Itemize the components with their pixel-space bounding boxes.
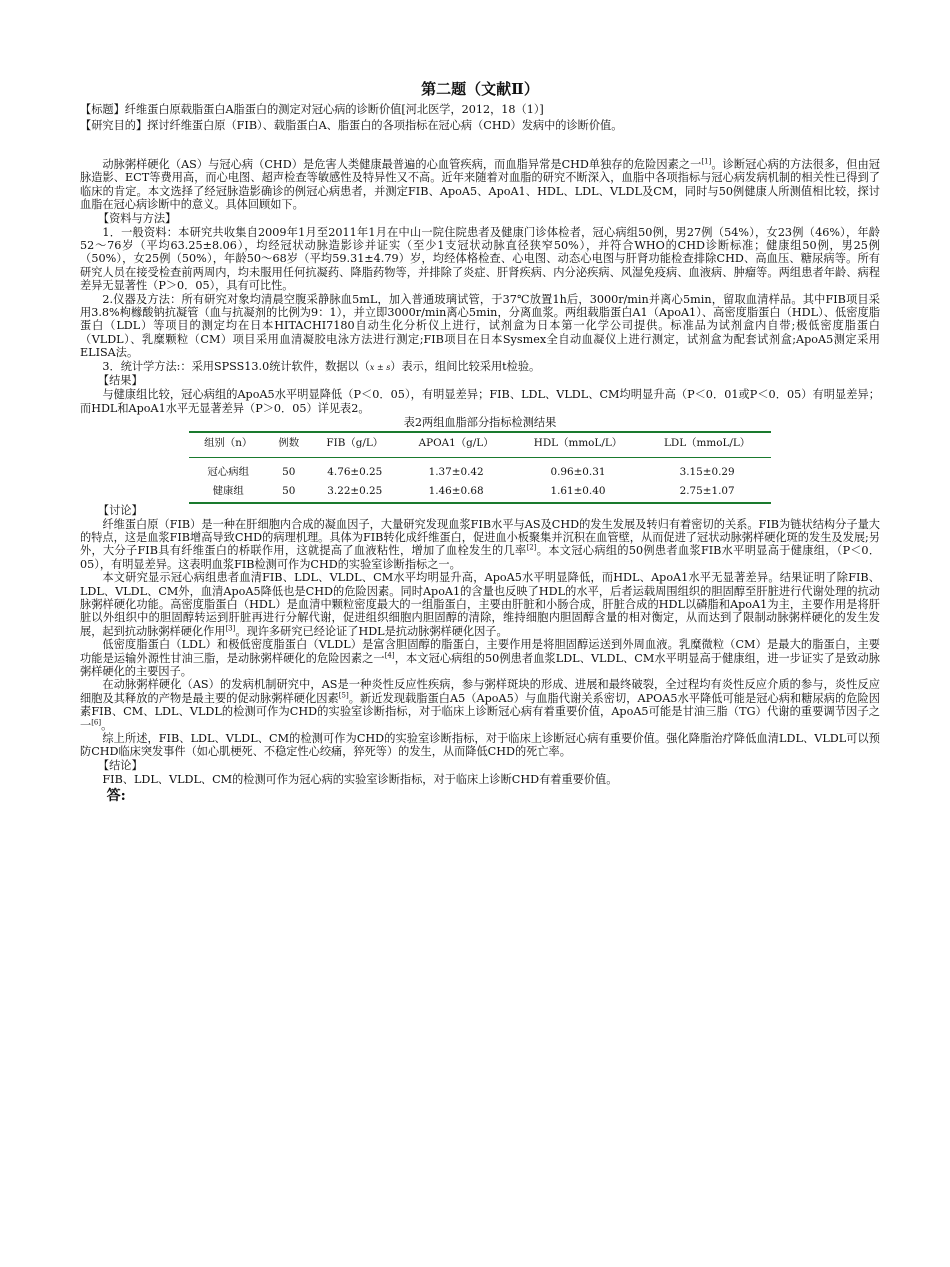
citation-ref: [5] <box>338 691 349 700</box>
materials-paragraph-1: 1．一般资料：本研究共收集自2009年1月至2011年1月在中山一院住院患者及健康门诊体检者，冠心病组50例，男27例（54%），女23例（46%），年龄52～76岁（平均63.25±8.06），均经冠状动脉造影诊并证实（至少1支冠状动脉直径狭窄50%），并符合WHO的CHD诊断标准；健康组50例，男25例（50%），女25例（50%），年龄50～68岁（平均59.31±4.79）岁，均经体格检查、心电图、动态心电图与肝肾功能检查排除CHD、高血压、糖尿病等。所有研究人员在接受检查前两周内，均未服用任何抗凝药、降脂药物等，并排除了炎症、肝肾疾病、内分泌疾病、风湿免疫病、血液病、肿瘤等。两组患者年龄、病程差异无显著性（P＞0．05），具有可比性。 <box>80 225 880 293</box>
intro-paragraph <box>80 158 880 212</box>
table-header-cell: HDL（mmoL/L） <box>533 437 623 450</box>
answer-label: 答: <box>106 788 126 805</box>
table-row <box>189 457 771 482</box>
discussion-paragraph-2 <box>80 571 880 638</box>
table-cell: 健康组 <box>212 485 244 498</box>
table-cell: 50 <box>282 485 296 498</box>
document-page <box>80 80 880 804</box>
table-cell: 1.46±0.68 <box>428 485 484 498</box>
results-paragraph: 与健康组比较，冠心病组的ApoA5水平明显降低（P＜0．05），有明显差异；FIB、LDL、VLDL、CM均明显升高（P＜0．01或P＜0．05）有明显差异；而HDL和ApoA1水平无显著差异（P＞0．05）详见表2。 <box>80 388 880 415</box>
table-header-cell: 组别（n） <box>204 437 253 450</box>
table-header-cell: LDL（mmoL/L） <box>664 437 751 450</box>
discussion-text-cont: 。新近发现载脂蛋白A5（ApoA5）与血脂代谢关系密切，APOA5水平降低可能是冠心病和糖尿病的危险因素FIB、CM、LDL、VLDL的检测可作为CHD的实验室诊断指标，对于临床上诊断冠心病有着重要价值，ApoA5可能是甘油三脂（TG）代谢的重要调节因子之一 <box>80 691 880 732</box>
meta-title-text: 纤维蛋白原载脂蛋白A脂蛋白的测定对冠心病的诊断价值[河北医学，2012，18（1）] <box>124 103 544 116</box>
table-cell: 冠心病组 <box>207 465 249 478</box>
mean-sd-symbol: x ± s <box>369 362 391 372</box>
table-cell: 3.15±0.29 <box>679 465 735 478</box>
meta-title-line <box>80 102 880 118</box>
intro-text-cont: 。诊断冠心病的方法很多，但由冠脉造影、ECT等费用高，而心电图、超声检查等敏感性及特异性又不高。近年来随着对血脂的研究不断深入，血脂中各项指标与冠心病发病机制的相关性已得到了临床的肯定。本文选择了经冠脉造影确诊的例冠心病患者，并测定FIB、ApoA5、ApoA1、HDL、LDL、VLDL及CM，同时与50例健康人所测值相比较，探讨血脂在冠心病诊断中的意义。具体回顾如下。 <box>80 158 880 212</box>
document-title: 第二题（文献Ⅱ） <box>421 80 539 98</box>
intro-text: 动脉粥样硬化（AS）与冠心病（CHD）是危害人类健康最普遍的心血管疾病，而血脂异常是CHD单独存的危险因素之一 <box>102 158 702 171</box>
discussion-text: 低密度脂蛋白（LDL）和极低密度脂蛋白（VLDL）是富含胆固醇的脂蛋白，主要作用是将胆固醇运送到外周血液。乳糜微粒（CM）是最大的脂蛋白，主要功能是运输外源性甘油三脂，是动脉粥样硬化的危险因素之一 <box>80 638 880 665</box>
meta-purpose-text: 探讨纤维蛋白原（FIB）、载脂蛋白A、脂蛋白的各项指标在冠心病（CHD）发病中的诊断价值。 <box>147 119 623 132</box>
table-cell: 2.75±1.07 <box>679 485 735 498</box>
table-header-cell: 例数 <box>278 437 300 450</box>
discussion-text-cont: 。本文冠心病组的50例患者血浆FIB水平明显高于健康组，（P＜0．05），有明显差异。这表明血浆FIB检测可作为CHD的实验室诊断指标之一。 <box>80 544 881 571</box>
discussion-text-end: 。 <box>101 718 113 732</box>
citation-ref: [2] <box>526 543 537 552</box>
table-cell: 1.37±0.42 <box>428 465 484 478</box>
discussion-paragraph-3 <box>80 638 880 678</box>
discussion-text-cont: ，本文冠心病组的50例患者血浆LDL、VLDL、CM水平明显高于健康组，进一步证实了是致动脉粥样硬化的主要因子。 <box>80 651 880 678</box>
meta-purpose-line <box>80 118 880 134</box>
table-header-cell: FIB（g/L） <box>326 437 384 450</box>
spacer <box>80 134 880 158</box>
discussion-text: 本文研究显示冠心病组患者血清FIB、LDL、VLDL、CM水平均明显升高，ApoA5水平明显降低，而HDL、ApoA1水平无显著差异。结果证明了除FIB、LDL、VLDL、CM外，血清ApoA5降低也是CHD的危险因素。同时ApoA1的含量也反映了HDL的水平，后者运载周围组织的胆固醇至肝脏进行代谢处理的抗动脉粥样硬化功能。高密度脂蛋白（HDL）是血清中颗粒密度最大的一组脂蛋白，主要由肝脏和小肠合成，肝脏合成的HDL以磷脂和ApoA1为主，主要作用是将肝脏以外组织中的胆固醇转运到肝脏再进行分解代谢，促进组织细胞内胆固醇的清除，维持细胞内胆固醇含量的相对衡定，从而达到了限制动脉粥样硬化的发生发展，起到抗动脉粥样硬化作用 <box>80 571 880 638</box>
results-table <box>189 431 771 503</box>
citation-ref: [1] <box>701 157 712 166</box>
table-caption: 表2两组血脂部分指标检测结果 <box>403 415 557 429</box>
section-head-discussion: 【讨论】 <box>97 503 143 517</box>
table-cell: 0.96±0.31 <box>550 465 606 478</box>
table-row <box>189 482 771 502</box>
discussion-text: 纤维蛋白原（FIB）是一种在肝细胞内合成的凝血因子，大量研究发现血浆FIB水平与AS及CHD的发生发展及转归有着密切的关系。FIB为链状结构分子量大的特点，这是血浆FIB增高导致CHD的病理机理。具体为FIB转化成纤维蛋白，促进血小板聚集并沉积在血管壁，从而促进了冠状动脉粥样硬化斑的发生及发展;另外，大分子FIB具有纤维蛋白的桥联作用，这就提高了血液粘性，增加了血栓发生的几率 <box>80 517 880 558</box>
section-head-results: 【结果】 <box>97 374 143 388</box>
table-cell: 4.76±0.25 <box>327 465 383 478</box>
conclusion-paragraph: FIB、LDL、VLDL、CM的检测可作为冠心病的实验室诊断指标，对于临床上诊断CHD有着重要价值。 <box>102 772 618 786</box>
citation-ref: [6] <box>91 717 102 726</box>
materials-paragraph-2: 2.仪器及方法：所有研究对象均清晨空腹采静脉血5mL，加入普通玻璃试管，于37℃放置1h后，3000r/min并离心5min，留取血清样品。其中FIB项目采用3.8%枸橼酸钠抗凝管（血与抗凝剂的比例为9：1），并立即3000r/min离心5min，分离血浆。两组载脂蛋白A1（ApoA1）、高密度脂蛋白（HDL）、低密度脂蛋白（LDL）等项目的测定均在日本HITACHI7180自动生化分析仪上进行，试剂盒为日本第一化学公司提供。标准品为试剂盒内自带;极低密度脂蛋白（VLDL）、乳糜颗粒（CM）项目采用血清凝胶电泳方法进行测定;FIB项目在日本Sysmex全自动血凝仪上进行测定，试剂盒为配套试剂盒;ApoA5测定采用ELISA法。 <box>80 292 880 360</box>
discussion-text: 在动脉粥样硬化（AS）的发病机制研究中，AS是一种炎性反应性疾病，参与粥样斑块的形成、进展和最终破裂，全过程均有炎性反应介质的参与，炎性反应细胞及其释放的产物是最主要的促动脉粥样硬化因素 <box>80 678 880 705</box>
stats-text-cont: ）表示，组间比较采用t检验。 <box>390 359 541 373</box>
discussion-paragraph-5: 综上所述，FIB、LDL、VLDL、CM的检测可作为CHD的实验室诊断指标，对于临床上诊断冠心病有重要价值。强化降脂治疗降低血清LDL、VLDL可以预防CHD临床突发事件（如心肌梗死、不稳定性心绞痛，猝死等）的发生，从而降低CHD的死亡率。 <box>80 732 880 759</box>
section-head-materials: 【资料与方法】 <box>97 211 177 225</box>
meta-title-label: 【标题】 <box>80 103 125 116</box>
table-cell: 1.61±0.40 <box>550 485 606 498</box>
discussion-paragraph-1 <box>80 518 880 572</box>
citation-ref: [4] <box>384 650 395 659</box>
citation-ref: [3] <box>225 624 236 633</box>
discussion-paragraph-4 <box>80 678 880 732</box>
stats-text: 3．统计学方法:：采用SPSS13.0统计软件，数据以（ <box>102 359 370 373</box>
discussion-text-cont: 。现许多研究已经论证了HDL是抗动脉粥样硬化因子。 <box>235 624 508 638</box>
table-header-row <box>189 432 771 457</box>
table-cell: 3.22±0.25 <box>327 485 383 498</box>
table-header-cell: APOA1（g/L） <box>418 437 494 450</box>
section-head-conclusion: 【结论】 <box>97 758 143 772</box>
materials-paragraph-3 <box>80 360 880 374</box>
meta-purpose-label: 【研究目的】 <box>80 119 148 132</box>
table-cell: 50 <box>282 465 296 478</box>
